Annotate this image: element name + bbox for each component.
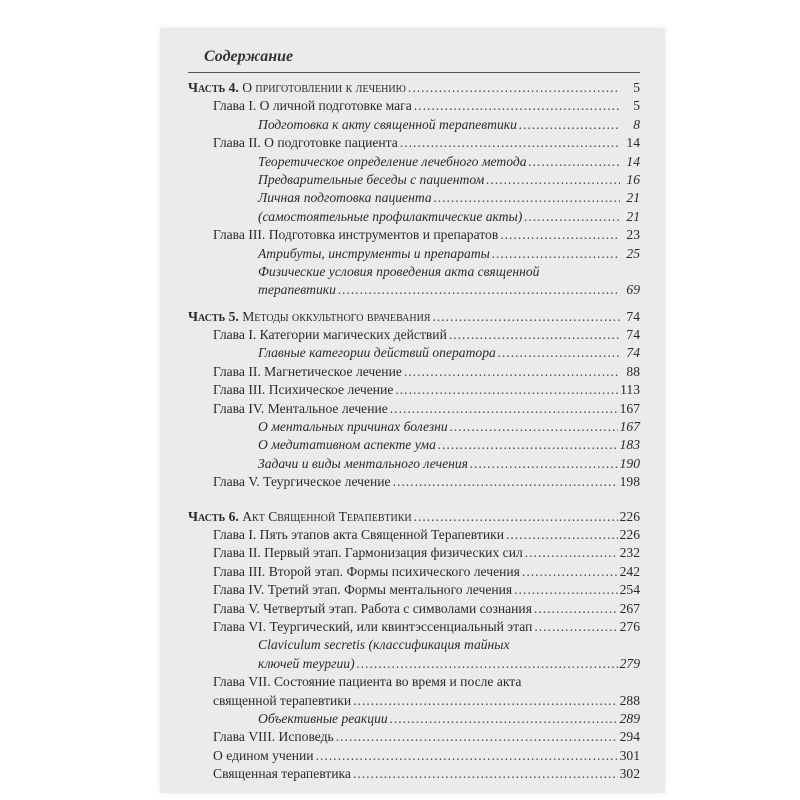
entry-row — [188, 97, 640, 115]
page-number: 74 — [626, 327, 640, 343]
page-number: 288 — [619, 692, 640, 708]
entry-text: Глава I. О личной подготовке мага — [213, 98, 412, 114]
entry-row — [188, 189, 640, 207]
dot-leader — [524, 208, 620, 226]
page-number: 69 — [626, 282, 640, 298]
page-number: 74 — [626, 308, 640, 324]
entry-text: Глава II. Первый этап. Гармонизация физических сил — [213, 545, 523, 561]
entry-row — [188, 747, 640, 765]
entry-text: О медитативном аспекте ума — [258, 437, 436, 453]
dot-leader — [492, 245, 620, 263]
dot-leader — [434, 189, 620, 207]
chapter-entry[interactable] — [188, 600, 640, 618]
page-number: 16 — [626, 171, 640, 187]
entry-text: О едином учении — [213, 747, 314, 763]
toc-part — [188, 79, 640, 300]
entry-text: Глава I. Пять этапов акта Священной Терапевтики — [213, 526, 504, 542]
page-number: 294 — [619, 729, 640, 745]
entry-text: Глава III. Подготовка инструментов и препаратов — [213, 227, 499, 243]
part-title: Акт Священной Терапевтики — [242, 508, 412, 524]
section-entry[interactable] — [188, 436, 640, 454]
dot-leader — [522, 563, 618, 581]
dot-leader — [395, 381, 618, 399]
toc-part — [188, 308, 640, 492]
dot-leader — [338, 281, 620, 299]
entry-row — [188, 116, 640, 134]
entry-text: Claviculum secretis (классификация тайных — [258, 637, 510, 653]
section-entry[interactable] — [188, 344, 640, 362]
part-title: Методы оккультного врачевания — [242, 308, 431, 324]
part-label: Часть 5. — [188, 308, 239, 324]
table-of-contents — [188, 44, 640, 783]
entry-text: (самостоятельные профилактические акты) — [258, 208, 523, 224]
toc-list — [188, 79, 640, 783]
page-number: 14 — [626, 135, 640, 151]
dot-leader — [336, 728, 618, 746]
chapter-entry[interactable] — [188, 526, 640, 544]
page-number: 226 — [619, 508, 640, 524]
entry-row — [188, 363, 640, 381]
entry-text: Физические условия проведения акта священной — [258, 263, 540, 279]
entry-text: Задачи и виды ментального лечения — [258, 455, 468, 471]
page-number: 183 — [619, 437, 640, 453]
dot-leader — [414, 97, 620, 115]
dot-leader — [506, 526, 618, 544]
section-entry[interactable] — [188, 455, 640, 473]
page-number: 167 — [619, 400, 640, 416]
section-entry[interactable] — [188, 418, 640, 436]
page-number: 167 — [619, 419, 640, 435]
section-entry[interactable] — [188, 208, 640, 226]
dot-leader — [534, 600, 618, 618]
title-divider — [188, 72, 640, 73]
chapter-entry[interactable] — [188, 765, 640, 783]
chapter-entry[interactable] — [188, 544, 640, 562]
chapter-entry[interactable] — [188, 563, 640, 581]
chapter-entry[interactable] — [188, 226, 640, 244]
chapter-entry[interactable] — [188, 326, 640, 344]
entry-text: ключей теургии) — [258, 655, 355, 671]
entry-row — [188, 581, 640, 599]
entry-row — [188, 344, 640, 362]
dot-leader — [404, 363, 620, 381]
chapter-entry[interactable] — [188, 581, 640, 599]
entry-text: Глава V. Четвертый этап. Работа с символами сознания — [213, 600, 532, 616]
page-number: 113 — [620, 382, 640, 398]
part-heading[interactable] — [188, 79, 640, 97]
chapter-entry[interactable] — [188, 97, 640, 115]
section-entry[interactable] — [188, 263, 640, 300]
entry-row — [188, 544, 640, 562]
section-entry[interactable] — [188, 116, 640, 134]
entry-row — [188, 245, 640, 263]
entry-text: Глава II. О подготовке пациента — [213, 135, 398, 151]
entry-text: священной терапевтики — [213, 692, 352, 708]
page-number: 279 — [619, 655, 640, 671]
dot-leader — [316, 747, 618, 765]
section-entry[interactable] — [188, 245, 640, 263]
dot-leader — [500, 226, 620, 244]
dot-leader — [470, 455, 618, 473]
page-number: 25 — [626, 245, 640, 261]
chapter-entry[interactable] — [188, 473, 640, 491]
dot-leader — [519, 116, 620, 134]
entry-row — [188, 281, 640, 299]
entry-row — [188, 134, 640, 152]
page-number: 5 — [633, 98, 640, 114]
entry-row — [188, 655, 640, 673]
entry-row — [188, 710, 640, 728]
entry-text: Глава VI. Теургический, или квинтэссенциальный этап — [213, 618, 533, 634]
entry-text: Глава IV. Третий этап. Формы ментального лечения — [213, 582, 513, 598]
part-label: Часть 4. — [188, 80, 239, 95]
dot-leader — [514, 581, 617, 599]
entry-row — [188, 526, 640, 544]
page-number: 14 — [626, 153, 640, 169]
dot-leader — [390, 710, 618, 728]
entry-row — [188, 418, 640, 436]
dot-leader — [438, 436, 618, 454]
part-heading[interactable] — [188, 308, 640, 326]
entry-text: Глава III. Психическое лечение — [213, 382, 394, 398]
page-title: Содержание — [204, 48, 294, 65]
dot-leader — [529, 153, 621, 171]
chapter-entry[interactable] — [188, 673, 640, 710]
entry-row — [188, 226, 640, 244]
page-number: 242 — [619, 563, 640, 579]
dot-leader — [450, 418, 618, 436]
dot-leader — [432, 308, 620, 326]
entry-row — [188, 692, 640, 710]
page-number: 8 — [633, 116, 640, 132]
page-number: 190 — [619, 455, 640, 471]
entry-row — [188, 381, 640, 399]
dot-leader — [357, 655, 618, 673]
entry-text: Главные категории действий оператора — [258, 345, 496, 361]
part-heading[interactable] — [188, 508, 640, 526]
page-number: 21 — [626, 190, 640, 206]
chapter-entry[interactable] — [188, 618, 640, 636]
chapter-entry[interactable] — [188, 363, 640, 381]
entry-text: Священная терапевтика — [213, 766, 351, 782]
entry-text: Глава V. Теургическое лечение — [213, 474, 391, 490]
page-number: 301 — [619, 747, 640, 763]
dot-leader — [414, 508, 618, 526]
page-number: 254 — [619, 582, 640, 598]
page-number: 23 — [626, 227, 640, 243]
entry-text: Теоретическое определение лечебного метода — [258, 153, 527, 169]
entry-row — [188, 455, 640, 473]
page-number: 302 — [619, 766, 640, 782]
chapter-entry[interactable] — [188, 728, 640, 746]
entry-text: Глава VIII. Исповедь — [213, 729, 334, 745]
entry-row — [188, 563, 640, 581]
section-entry[interactable] — [188, 171, 640, 189]
section-entry[interactable] — [188, 189, 640, 207]
entry-row — [188, 153, 640, 171]
chapter-entry[interactable] — [188, 381, 640, 399]
entry-row — [188, 171, 640, 189]
section-entry[interactable] — [188, 636, 640, 673]
entry-row — [188, 208, 640, 226]
page-number: 289 — [619, 710, 640, 726]
page-number: 88 — [626, 363, 640, 379]
page-number: 232 — [619, 545, 640, 561]
entry-row — [188, 400, 640, 418]
page-number: 5 — [633, 80, 640, 95]
section-entry[interactable] — [188, 710, 640, 728]
chapter-entry[interactable] — [188, 400, 640, 418]
page-number: 267 — [619, 600, 640, 616]
dot-leader — [353, 765, 618, 783]
part-label: Часть 6. — [188, 508, 239, 524]
entry-row — [188, 326, 640, 344]
entry-row — [188, 473, 640, 491]
page-number: 74 — [626, 345, 640, 361]
entry-row — [188, 728, 640, 746]
entry-text: Атрибуты, инструменты и препараты — [258, 245, 490, 261]
entry-text: Глава III. Второй этап. Формы психического лечения — [213, 563, 520, 579]
chapter-entry[interactable] — [188, 747, 640, 765]
entry-text: Глава IV. Ментальное лечение — [213, 400, 388, 416]
toc-part — [188, 508, 640, 784]
dot-leader — [393, 473, 618, 491]
dot-leader — [353, 692, 617, 710]
entry-row — [188, 765, 640, 783]
part-title: О приготовлении к лечению — [242, 80, 406, 95]
dot-leader — [534, 618, 617, 636]
entry-row — [188, 600, 640, 618]
entry-row — [188, 436, 640, 454]
dot-leader — [449, 326, 620, 344]
dot-leader — [498, 344, 620, 362]
entry-text: Глава II. Магнетическое лечение — [213, 363, 402, 379]
page-number: 198 — [619, 474, 640, 490]
page-number: 226 — [619, 526, 640, 542]
page-number: 276 — [619, 618, 640, 634]
dot-leader — [525, 544, 618, 562]
dot-leader — [486, 171, 620, 189]
entry-text: О ментальных причинах болезни — [258, 419, 448, 435]
page-number: 21 — [626, 208, 640, 224]
dot-leader — [408, 79, 620, 97]
section-entry[interactable] — [188, 153, 640, 171]
dot-leader — [400, 134, 620, 152]
entry-text: терапевтики — [258, 282, 336, 298]
entry-text: Личная подготовка пациента — [258, 190, 432, 206]
entry-text: Глава I. Категории магических действий — [213, 327, 447, 343]
entry-text: Предварительные беседы с пациентом — [258, 171, 485, 187]
entry-text: Глава VII. Состояние пациента во время и после акта — [213, 674, 522, 690]
chapter-entry[interactable] — [188, 134, 640, 152]
entry-text: Подготовка к акту священной терапевтики — [258, 116, 517, 132]
entry-text: Объективные реакции — [258, 710, 388, 726]
entry-row — [188, 618, 640, 636]
dot-leader — [390, 400, 618, 418]
